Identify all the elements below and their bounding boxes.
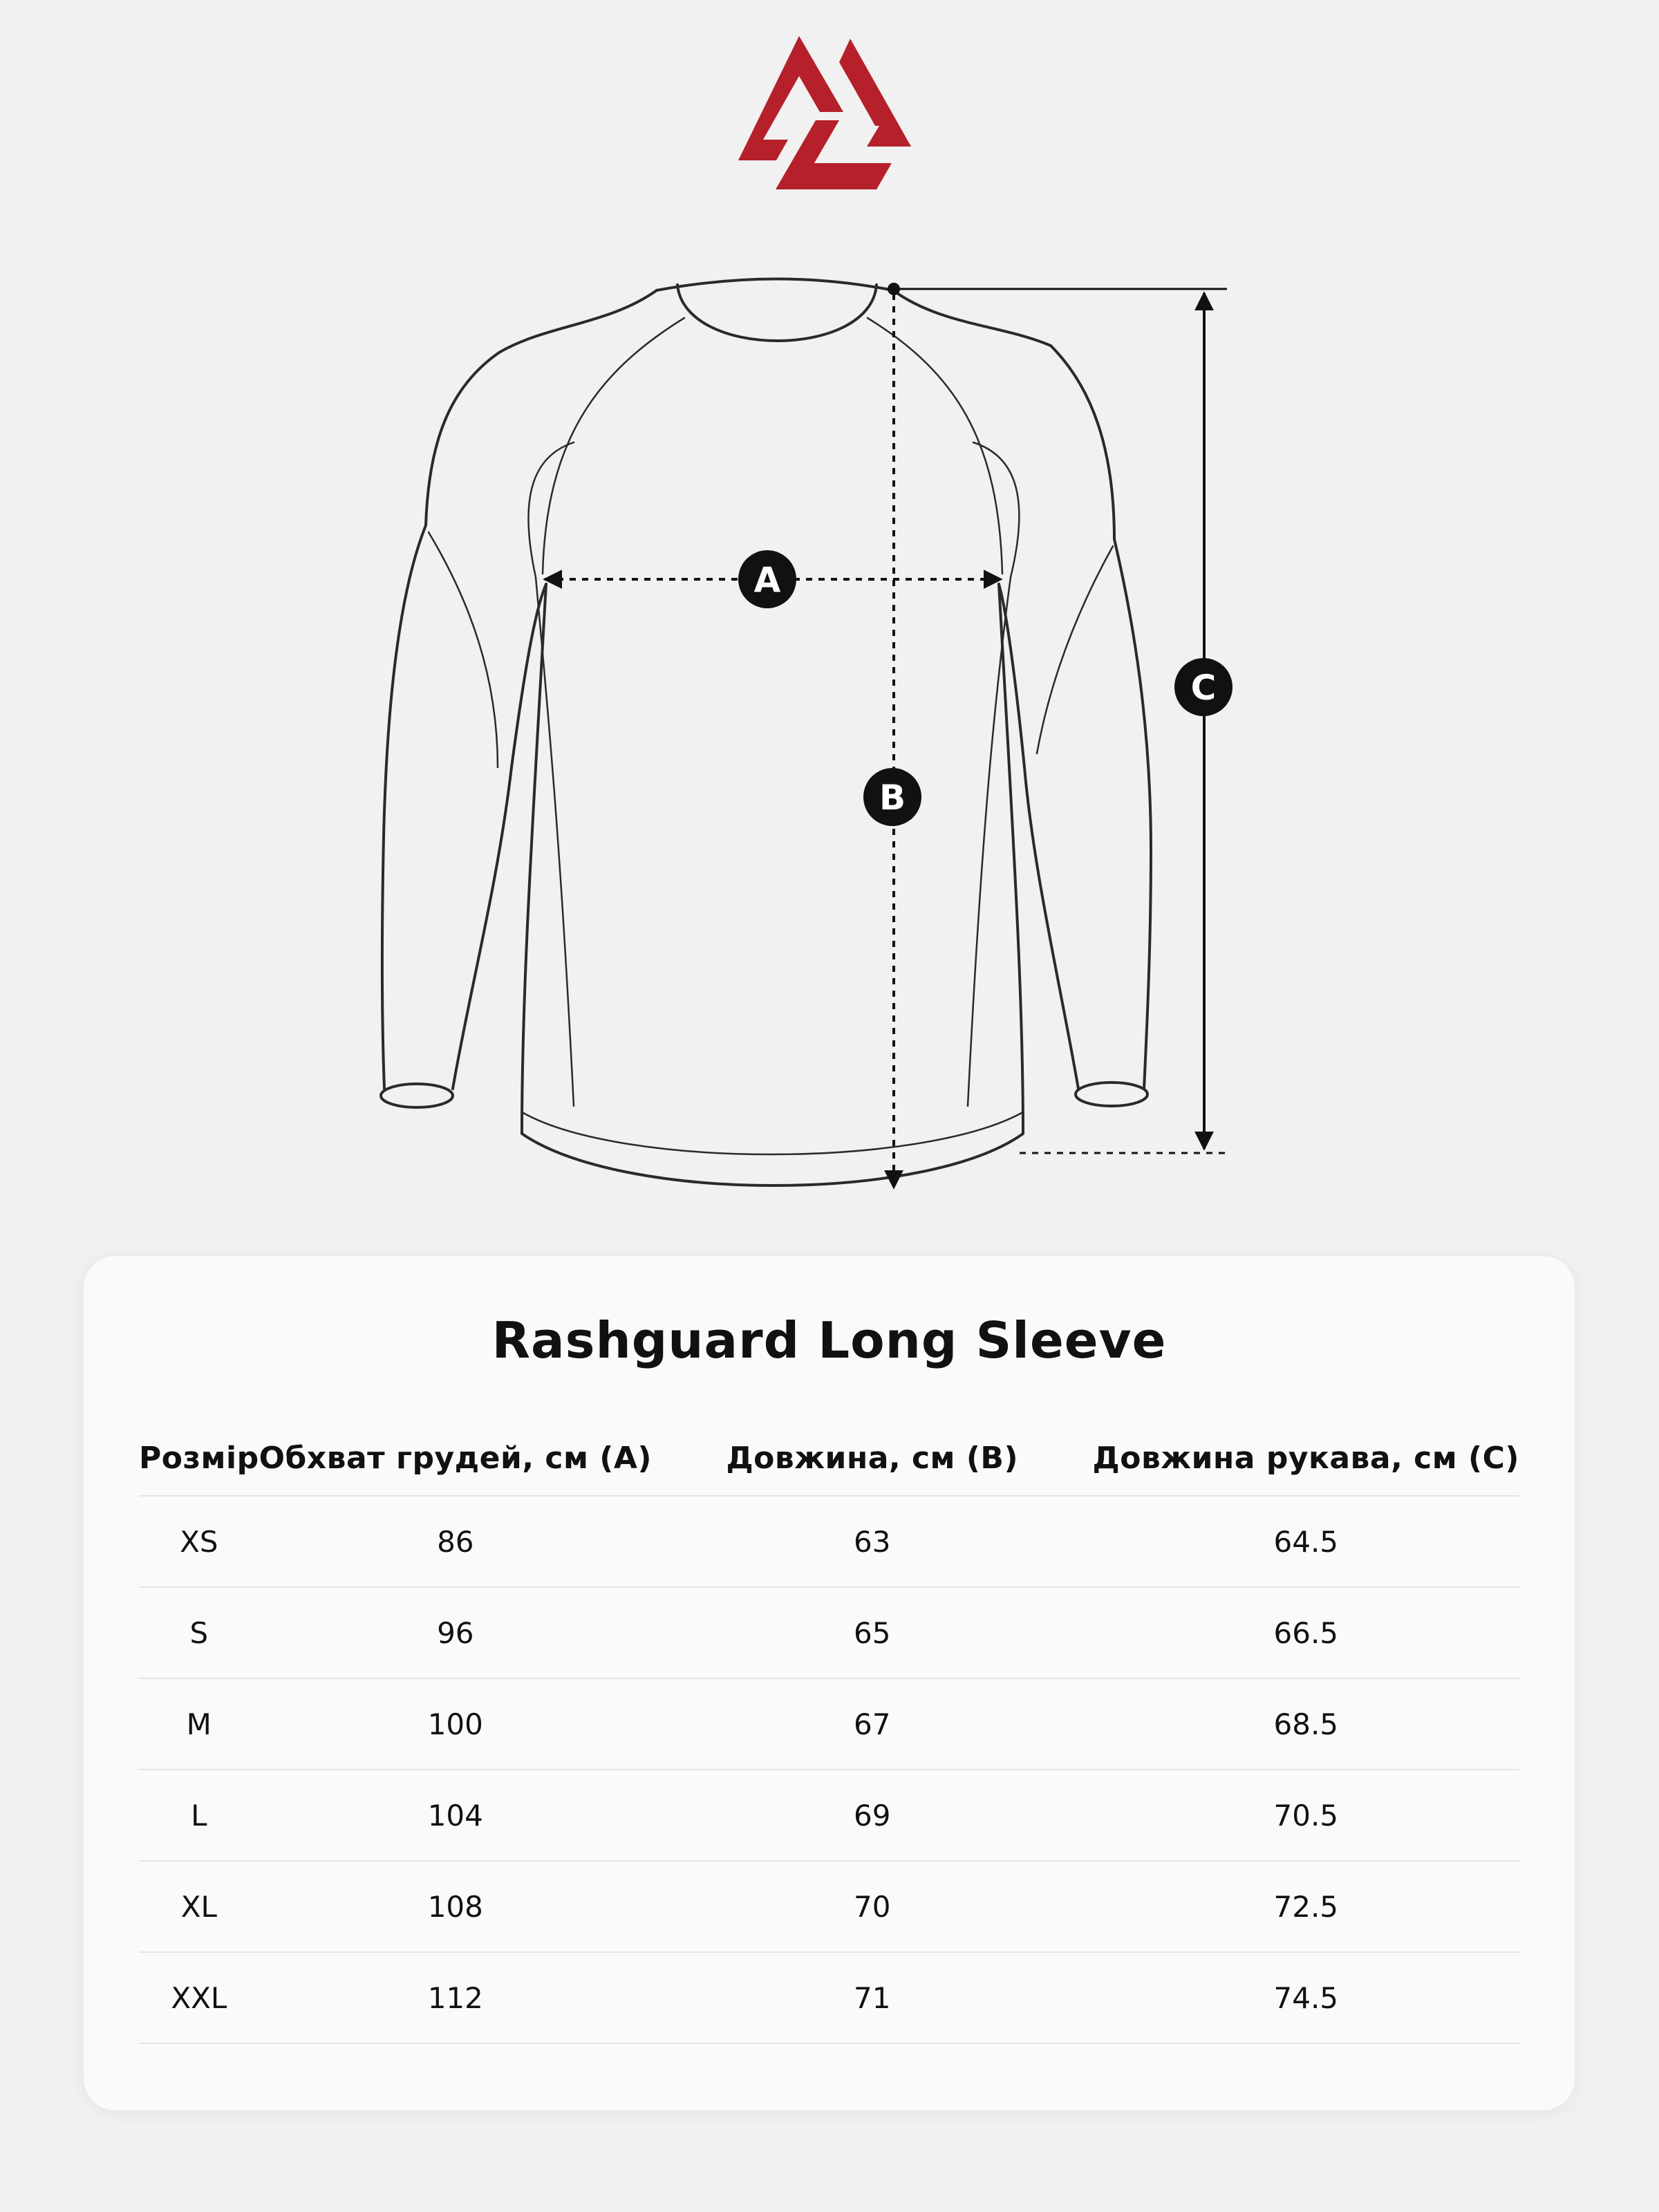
cell-sleeve: 74.5 <box>1093 1952 1519 2043</box>
size-chart-title: Rashguard Long Sleeve <box>491 1311 1167 1369</box>
cell-chest: 100 <box>259 1678 652 1770</box>
marker-c-label: C <box>1190 668 1217 708</box>
cell-size: M <box>139 1678 259 1770</box>
column-header-chest: Обхват грудей, см (A) <box>259 1421 652 1496</box>
cell-sleeve: 70.5 <box>1093 1770 1519 1861</box>
size-table <box>139 1421 1519 2044</box>
cell-length: 67 <box>652 1678 1093 1770</box>
table-row <box>139 1861 1519 1952</box>
cell-size: S <box>139 1587 259 1678</box>
cell-sleeve: 68.5 <box>1093 1678 1519 1770</box>
table-row <box>139 1587 1519 1678</box>
cell-size: XS <box>139 1496 259 1587</box>
table-row <box>139 1770 1519 1861</box>
table-row <box>139 1678 1519 1770</box>
cell-length: 69 <box>652 1770 1093 1861</box>
cell-size: XL <box>139 1861 259 1952</box>
cell-sleeve: 66.5 <box>1093 1587 1519 1678</box>
cell-length: 71 <box>652 1952 1093 2043</box>
column-header-size: Розмір <box>139 1421 259 1496</box>
cell-chest: 112 <box>259 1952 652 2043</box>
size-chart-card <box>84 1256 1575 2110</box>
cell-length: 65 <box>652 1587 1093 1678</box>
cell-chest: 86 <box>259 1496 652 1587</box>
table-row <box>139 1952 1519 2043</box>
cell-chest: 108 <box>259 1861 652 1952</box>
cell-length: 63 <box>652 1496 1093 1587</box>
cell-sleeve: 64.5 <box>1093 1496 1519 1587</box>
marker-a-label: A <box>753 560 781 600</box>
cell-size: XXL <box>139 1952 259 2043</box>
cell-length: 70 <box>652 1861 1093 1952</box>
marker-b-label: B <box>879 778 906 818</box>
cell-chest: 96 <box>259 1587 652 1678</box>
cell-sleeve: 72.5 <box>1093 1861 1519 1952</box>
table-header-row <box>139 1421 1519 1496</box>
column-header-sleeve: Довжина рукава, см (C) <box>1093 1421 1519 1496</box>
cell-size: L <box>139 1770 259 1861</box>
column-header-length: Довжина, см (B) <box>652 1421 1093 1496</box>
table-row <box>139 1496 1519 1587</box>
cell-chest: 104 <box>259 1770 652 1861</box>
